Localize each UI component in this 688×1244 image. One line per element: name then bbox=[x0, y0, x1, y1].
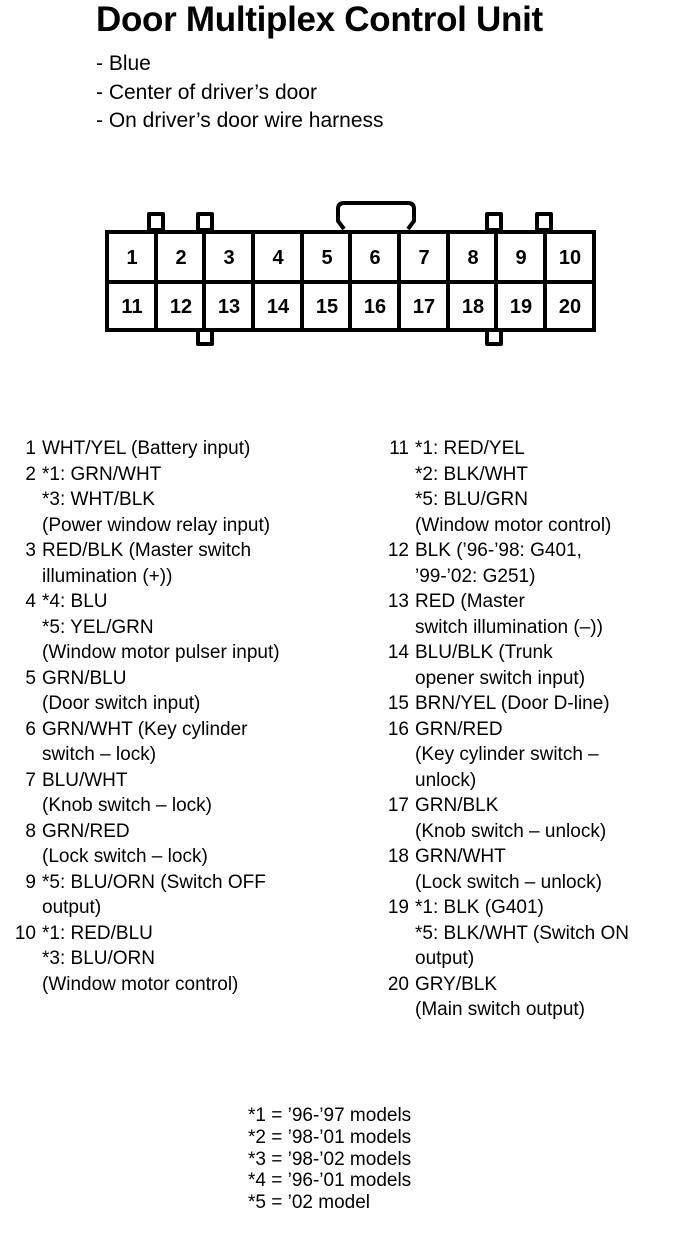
pin-description-line: switch – lock) bbox=[42, 744, 157, 765]
pin-8: 8 bbox=[467, 246, 479, 269]
pin-description-line: *5: BLU/GRN bbox=[415, 489, 528, 510]
connector-tab bbox=[487, 330, 501, 344]
pin-entry bbox=[0, 717, 280, 768]
pin-5: 5 bbox=[321, 246, 333, 269]
pin-description bbox=[42, 666, 280, 717]
pin-description-line: RED (Master bbox=[415, 591, 525, 612]
pin-entry bbox=[373, 972, 629, 1023]
pin-7: 7 bbox=[418, 246, 430, 269]
pin-4: 4 bbox=[272, 246, 284, 269]
pin-number: 10 bbox=[14, 922, 36, 944]
page-title: Door Multiplex Control Unit bbox=[96, 0, 543, 39]
pin-description-line: RED/BLK (Master switch bbox=[42, 540, 252, 561]
pin-entry bbox=[0, 538, 280, 589]
pin-description-line: (Door switch input) bbox=[42, 693, 201, 714]
connector-tab bbox=[149, 214, 163, 230]
pin-description-line: *5: BLK/WHT (Switch ON bbox=[415, 922, 629, 944]
pin-number: 4 bbox=[25, 591, 36, 612]
pin-description-line: (Key cylinder switch – bbox=[415, 744, 599, 765]
pin-number: 6 bbox=[25, 718, 36, 740]
pin-number: 3 bbox=[25, 540, 36, 561]
pin-list-left bbox=[0, 436, 280, 997]
pin-18: 18 bbox=[461, 295, 485, 318]
pin-number: 19 bbox=[387, 897, 409, 918]
pin-number: 8 bbox=[25, 820, 36, 842]
pin-entry bbox=[373, 436, 629, 538]
pin-20: 20 bbox=[558, 295, 582, 318]
pin-description-line: BLK (’96-’98: G401, bbox=[415, 540, 582, 561]
footnote: *4 = ’96-’01 models bbox=[248, 1170, 412, 1192]
pin-entry bbox=[373, 589, 629, 640]
pin-description bbox=[415, 436, 629, 538]
pin-description-line: (Window motor control) bbox=[42, 973, 239, 995]
pin-number: 11 bbox=[389, 438, 409, 459]
pin-entry bbox=[0, 462, 280, 539]
pin-description-line: *4: BLU bbox=[42, 591, 108, 612]
pin-entry bbox=[373, 717, 629, 794]
pin-description bbox=[42, 538, 280, 589]
pin-11: 11 bbox=[121, 295, 143, 318]
pin-entry bbox=[373, 844, 629, 895]
pin-2: 2 bbox=[175, 246, 187, 269]
pin-entry bbox=[373, 691, 629, 717]
connector-tab bbox=[537, 214, 551, 230]
note-position: - Center of driver’s door bbox=[96, 80, 317, 104]
pin-description-line: BRN/YEL (Door D-line) bbox=[415, 693, 610, 714]
pin-description bbox=[415, 844, 629, 895]
pin-description-line: (Knob switch – lock) bbox=[42, 795, 213, 816]
pin-description-line: GRN/RED bbox=[415, 718, 503, 740]
pin-entry bbox=[0, 768, 280, 819]
pin-description-line: GRY/BLK bbox=[415, 973, 498, 995]
pin-description-line: WHT/YEL (Battery input) bbox=[42, 438, 251, 459]
pin-1: 1 bbox=[126, 246, 138, 269]
pin-6: 6 bbox=[369, 246, 381, 269]
pin-description bbox=[42, 870, 280, 921]
pin-number: 14 bbox=[387, 642, 409, 663]
pin-description-line: (Window motor control) bbox=[415, 514, 612, 536]
pin-number: 20 bbox=[387, 973, 409, 995]
pin-description bbox=[415, 895, 629, 972]
pin-entry bbox=[0, 921, 280, 998]
pin-description-line: *3: BLU/ORN bbox=[42, 948, 155, 969]
pin-description-line: opener switch input) bbox=[415, 667, 586, 689]
pin-description-line: (Lock switch – unlock) bbox=[415, 871, 602, 893]
pin-description-line: GRN/BLU bbox=[42, 667, 127, 689]
pin-description bbox=[42, 921, 280, 998]
pin-description-line: *1: BLK (G401) bbox=[415, 897, 544, 918]
pin-description-line: unlock) bbox=[415, 769, 477, 791]
pin-3: 3 bbox=[223, 246, 235, 269]
pin-number: 2 bbox=[25, 463, 36, 485]
pin-description-line: GRN/WHT bbox=[415, 846, 506, 867]
pin-description bbox=[415, 793, 629, 844]
pin-description bbox=[415, 538, 629, 589]
pin-14: 14 bbox=[266, 295, 290, 318]
pin-10: 10 bbox=[558, 246, 582, 269]
pin-description-line: (Lock switch – lock) bbox=[42, 846, 208, 867]
pin-description-line: *5: BLU/ORN (Switch OFF bbox=[42, 871, 266, 893]
note-harness: - On driver’s door wire harness bbox=[96, 109, 384, 132]
pin-15: 15 bbox=[315, 295, 339, 318]
pin-number: 1 bbox=[25, 438, 36, 459]
footnote: *1 = ’96-’97 models bbox=[248, 1105, 412, 1126]
pin-entry bbox=[373, 895, 629, 972]
pin-number: 12 bbox=[387, 540, 409, 561]
pin-entry bbox=[0, 589, 280, 666]
pin-12: 12 bbox=[169, 295, 193, 318]
pin-description bbox=[415, 972, 629, 1023]
pin-description-line: illumination (+)) bbox=[42, 565, 173, 587]
pin-list-right bbox=[373, 436, 629, 1023]
pin-description-line: *1: RED/BLU bbox=[42, 922, 153, 944]
pin-description-line: *2: BLK/WHT bbox=[415, 463, 528, 485]
pin-number: 17 bbox=[387, 795, 409, 816]
pin-number: 15 bbox=[387, 693, 409, 714]
pin-description-line: GRN/RED bbox=[42, 820, 130, 842]
model-footnotes bbox=[248, 1105, 411, 1214]
pin-number: 16 bbox=[387, 718, 409, 740]
pin-number: 13 bbox=[387, 591, 409, 612]
connector-latch bbox=[338, 203, 414, 229]
pin-description bbox=[415, 640, 629, 691]
pin-description-line: BLU/WHT bbox=[42, 769, 128, 791]
pin-description bbox=[415, 691, 629, 717]
pin-description-line: output) bbox=[42, 897, 102, 918]
pin-description bbox=[42, 819, 280, 870]
pin-entry bbox=[0, 819, 280, 870]
footnote: *3 = ’98-’02 models bbox=[248, 1148, 412, 1170]
pin-entry bbox=[373, 538, 629, 589]
pin-description-line: output) bbox=[415, 948, 475, 969]
pin-entry bbox=[0, 870, 280, 921]
pin-description bbox=[42, 589, 280, 666]
pin-description-line: *3: WHT/BLK bbox=[42, 489, 155, 510]
pin-19: 19 bbox=[509, 295, 533, 318]
pin-entry bbox=[0, 436, 280, 462]
pin-number: 9 bbox=[25, 871, 36, 893]
pin-description-line: (Knob switch – unlock) bbox=[415, 820, 607, 842]
pin-number: 7 bbox=[25, 769, 36, 791]
note-color: - Blue bbox=[96, 52, 151, 75]
pin-description-line: *1: GRN/WHT bbox=[42, 463, 162, 485]
pin-entry bbox=[373, 793, 629, 844]
pin-description bbox=[42, 717, 280, 768]
pin-9: 9 bbox=[515, 246, 527, 269]
pin-description-line: *1: RED/YEL bbox=[415, 438, 525, 459]
footnote: *5 = ’02 model bbox=[248, 1192, 370, 1214]
footnote: *2 = ’98-’01 models bbox=[248, 1126, 412, 1148]
pin-description-line: switch illumination (–)) bbox=[415, 616, 603, 638]
connector-tab bbox=[198, 330, 212, 344]
pin-description bbox=[415, 589, 629, 640]
pin-16: 16 bbox=[363, 295, 387, 318]
connector-tab bbox=[198, 214, 212, 230]
pin-description-line: GRN/BLK bbox=[415, 795, 499, 816]
pin-description-line: ’99-’02: G251) bbox=[415, 565, 536, 587]
pin-number: 18 bbox=[387, 846, 409, 867]
pin-description bbox=[42, 768, 280, 819]
connector-tab bbox=[487, 214, 501, 230]
pin-description-line: *5: YEL/GRN bbox=[42, 616, 154, 638]
pin-17: 17 bbox=[412, 295, 436, 318]
pin-entry bbox=[0, 666, 280, 717]
pin-13: 13 bbox=[217, 295, 241, 318]
pin-description-line: (Window motor pulser input) bbox=[42, 642, 280, 663]
pin-description bbox=[415, 717, 629, 794]
pin-description-line: (Main switch output) bbox=[415, 999, 586, 1020]
pin-description-line: GRN/WHT (Key cylinder bbox=[42, 718, 248, 740]
pin-description-line: BLU/BLK (Trunk bbox=[415, 642, 553, 663]
pin-description bbox=[42, 462, 280, 539]
pin-number: 5 bbox=[25, 667, 36, 689]
pin-description-line: (Power window relay input) bbox=[42, 514, 271, 536]
pin-entry bbox=[373, 640, 629, 691]
pin-description bbox=[42, 436, 280, 462]
